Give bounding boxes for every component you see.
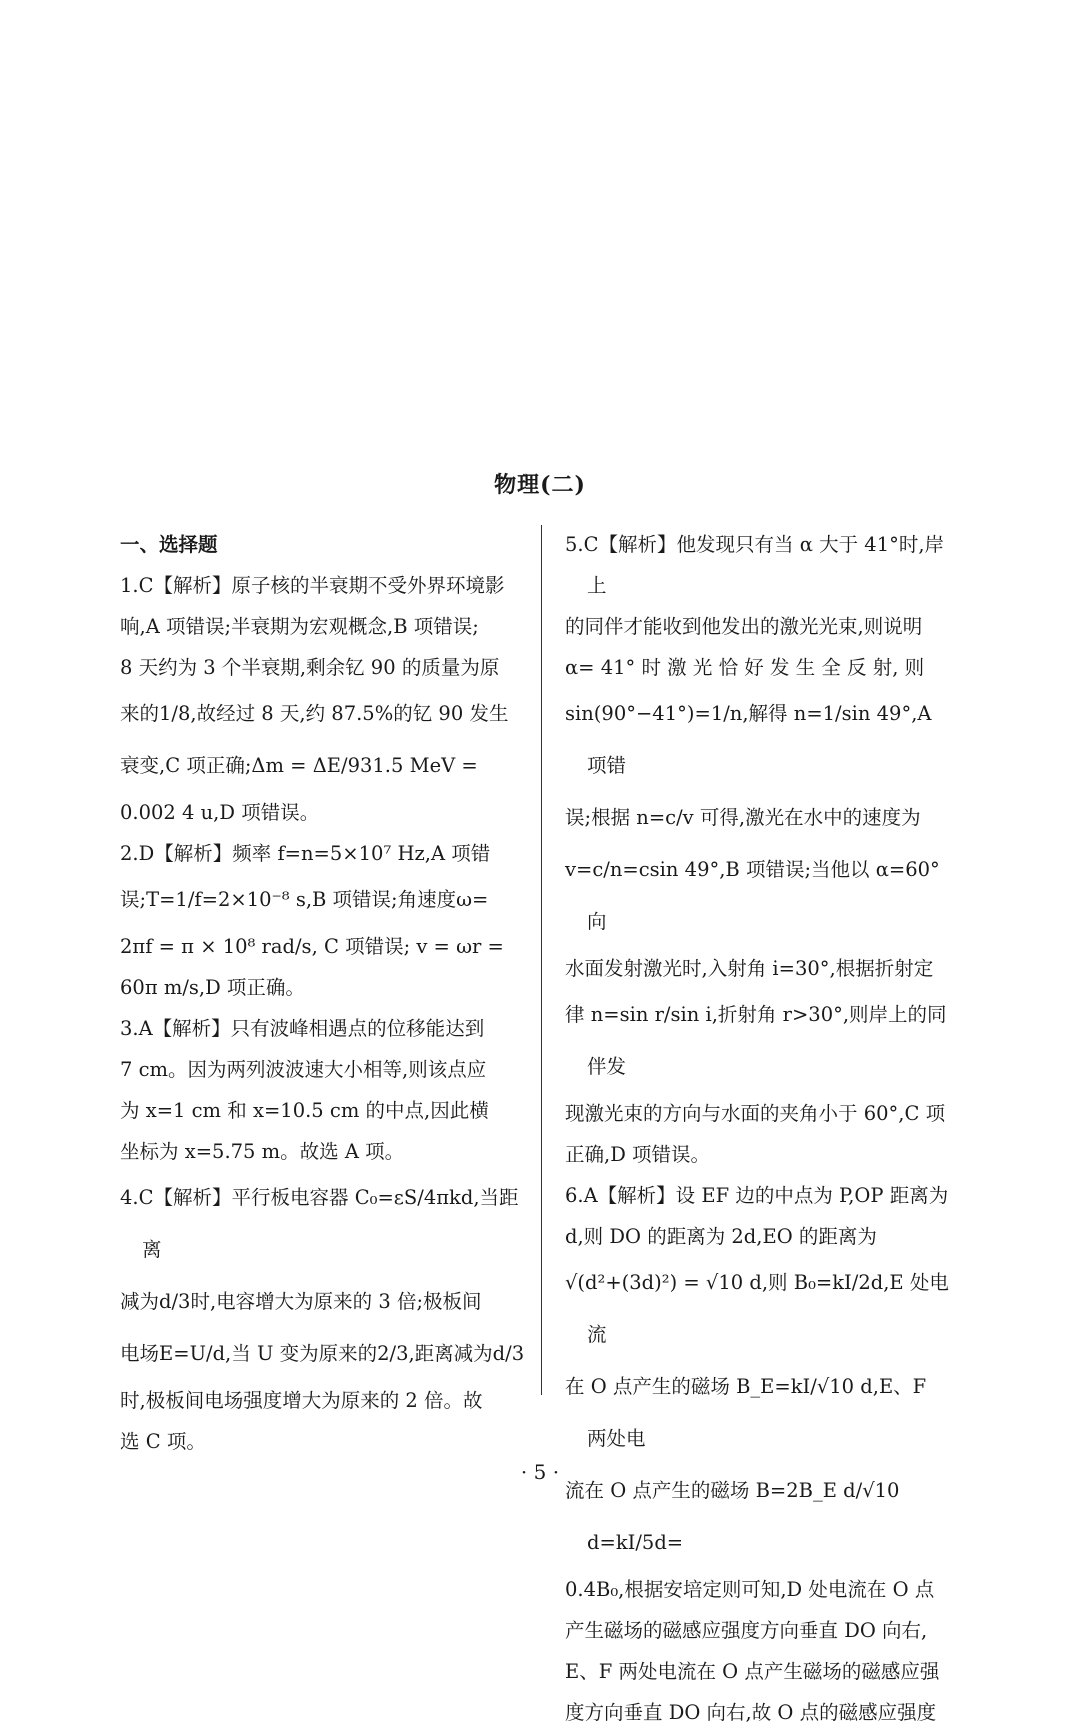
column-divider (541, 525, 542, 1395)
answer-line: 衰变,C 项正确;Δm = ΔE/931.5 MeV = (120, 754, 478, 777)
answer-line: 减为d/3时,电容增大为原来的 3 倍;极板间 (120, 1290, 482, 1313)
answer-line: 3.A【解析】只有波峰相遇点的位移能达到 (120, 1017, 485, 1040)
answer-line: α= 41° 时 激 光 恰 好 发 生 全 反 射, 则 (565, 656, 925, 679)
answer-line: 0.4B₀,根据安培定则可知,D 处电流在 O 点 (565, 1578, 935, 1601)
answer-line: 现激光束的方向与水面的夹角小于 60°,C 项 (565, 1102, 946, 1125)
answer-line: 误;根据 n=c/v 可得,激光在水中的速度为 (565, 806, 921, 829)
answer-line: sin(90°−41°)=1/n,解得 n=1/sin 49°,A 项错 (565, 702, 932, 777)
answer-line: 5.C【解析】他发现只有当 α 大于 41°时,岸上 (565, 533, 945, 597)
answer-1 (120, 565, 532, 833)
answer-line: 律 n=sin r/sin i,折射角 r>30°,则岸上的同伴发 (565, 1003, 947, 1078)
answer-line: 正确,D 项错误。 (565, 1143, 711, 1166)
answer-line: 60π m/s,D 项正确。 (120, 976, 305, 999)
answer-line: 0.002 4 u,D 项错误。 (120, 801, 320, 824)
left-column (120, 524, 532, 1462)
answer-line: 为 x=1 cm 和 x=10.5 cm 的中点,因此横 (120, 1099, 489, 1122)
answer-line: 2.D【解析】频率 f=n=5×10⁷ Hz,A 项错 (120, 842, 491, 865)
answer-line: 误;T=1/f=2×10⁻⁸ s,B 项错误;角速度ω= (120, 888, 489, 911)
answer-line: 6.A【解析】设 EF 边的中点为 P,OP 距离为 (565, 1184, 949, 1207)
answer-line: 来的1/8,故经过 8 天,约 87.5%的钇 90 发生 (120, 702, 509, 725)
answer-line: 选 C 项。 (120, 1430, 206, 1453)
section-heading: 一、选择题 (120, 533, 218, 556)
answer-line: 的同伴才能收到他发出的激光光束,则说明 (565, 615, 923, 638)
answer-2 (120, 833, 532, 1008)
answer-line: 流在 O 点产生的磁场 B=2B_E d/√10 d=kI/5d= (565, 1479, 900, 1554)
answer-3 (120, 1008, 532, 1172)
answer-line: 8 天约为 3 个半衰期,剩余钇 90 的质量为原 (120, 656, 500, 679)
answer-line: 1.C【解析】原子核的半衰期不受外界环境影 (120, 574, 505, 597)
answer-line: 水面发射激光时,入射角 i=30°,根据折射定 (565, 957, 934, 980)
answer-line: √(d²+(3d)²) = √10 d,则 B₀=kI/2d,E 处电流 (565, 1271, 949, 1346)
answer-line: 4.C【解析】平行板电容器 C₀=εS/4πkd,当距离 (120, 1186, 519, 1261)
answer-line: 坐标为 x=5.75 m。故选 A 项。 (120, 1140, 405, 1163)
answer-4 (120, 1172, 532, 1462)
answer-line: 在 O 点产生的磁场 B_E=kI/√10 d,E、F 两处电 (565, 1375, 927, 1450)
answer-line: 时,极板间电场强度增大为原来的 2 倍。故 (120, 1389, 483, 1412)
answer-6 (565, 1175, 950, 1733)
right-column (565, 524, 950, 1733)
answer-line: 7 cm。因为两列波波速大小相等,则该点应 (120, 1058, 487, 1081)
answer-line: 响,A 项错误;半衰期为宏观概念,B 项错误; (120, 615, 479, 638)
answer-line: 电场E=U/d,当 U 变为原来的2/3,距离减为d/3 (120, 1342, 525, 1365)
page-title: 物理(二) (494, 472, 586, 498)
answer-line: v=c/n=csin 49°,B 项错误;当他以 α=60°向 (565, 858, 940, 933)
answer-line: 度方向垂直 DO 向右,故 O 点的磁感应强度 (565, 1701, 937, 1724)
answer-line: d,则 DO 的距离为 2d,EO 的距离为 (565, 1225, 877, 1248)
page-number: · 5 · (520, 1460, 560, 1484)
answer-5 (565, 524, 950, 1175)
answer-line: E、F 两处电流在 O 点产生磁场的磁感应强 (565, 1660, 940, 1683)
answer-line: 2πf = π × 10⁸ rad/s, C 项错误; v = ωr = (120, 935, 504, 958)
answer-line: 产生磁场的磁感应强度方向垂直 DO 向右, (565, 1619, 928, 1642)
